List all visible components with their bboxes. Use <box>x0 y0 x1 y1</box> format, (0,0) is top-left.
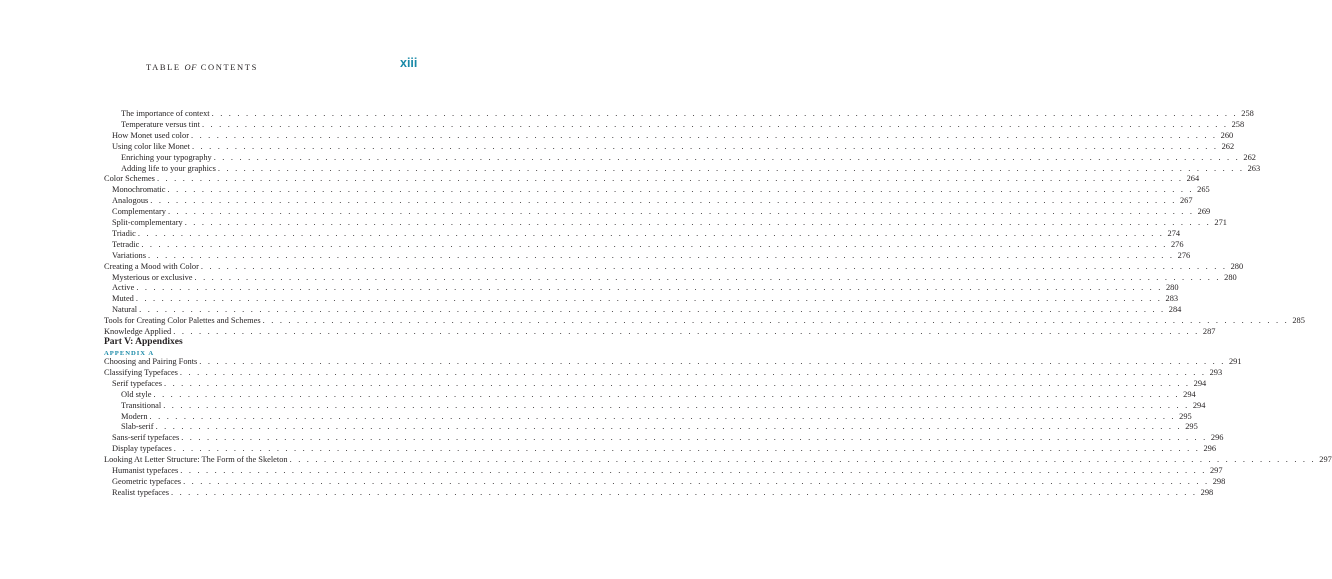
toc-entry-label: Tools for Creating Color Palettes and Schemes <box>104 316 261 326</box>
toc-entry-page: 271 <box>1214 218 1227 227</box>
toc-entry-page: 262 <box>1243 152 1256 162</box>
toc-entry-page: 298 <box>1212 476 1226 486</box>
toc-entry[interactable] <box>112 433 1224 443</box>
toc-entry[interactable] <box>112 185 1210 195</box>
toc-entry[interactable] <box>112 239 1184 250</box>
toc-entry-page: 295 <box>1179 411 1192 421</box>
dot-leader: . . . . . . . . . . . . . . . . . . . . . . . . . . . . . . . . . . . . . . . . . . . . . . . . . . . . . . . . . . . . . . . . . . . . . . . . . . . . . . . . . . . . . . . . . . . . . . . . . . . . . . . . . . . . . . . . . . . . . . . . <box>167 185 1194 195</box>
toc-entry-label: Muted <box>112 294 134 304</box>
dot-leader: . . . . . . . . . . . . . . . . . . . . . . . . . . . . . . . . . . . . . . . . . . . . . . . . . . . . . . . . . . . . . . . . . . . . . . . . . . . . . . . . . . . . . . . . . . . . . . . . . . . . . . . . . . . . . . . . . . . . . . . . <box>201 119 1229 129</box>
toc-entry-page: 269 <box>1197 207 1211 217</box>
toc-entry-label: Variations <box>112 250 146 260</box>
toc-entry-label: Transitional <box>121 400 162 410</box>
toc-entry[interactable] <box>112 207 1211 217</box>
toc-entry-page: 296 <box>1210 433 1224 443</box>
dot-leader: . . . . . . . . . . . . . . . . . . . . . . . . . . . . . . . . . . . . . . . . . . . . . . . . . . . . . . . . . . . . . . . . . . . . . . . . . . . . . . . . . . . . . . . . . . . . . . . . . . . . . . . . . . . . . . . . . . . . . . . . <box>217 163 1245 173</box>
toc-entry-page: 280 <box>1165 283 1179 293</box>
toc-entry-page: 274 <box>1167 228 1181 238</box>
header-title-of: OF <box>184 62 197 72</box>
toc-entry[interactable] <box>104 357 1242 367</box>
appendix-label: APPENDIX A <box>104 350 155 357</box>
toc-entry-label: Creating a Mood with Color <box>104 261 199 271</box>
toc-entry[interactable] <box>121 400 1206 411</box>
toc-entry[interactable] <box>112 378 1207 389</box>
dot-leader: . . . . . . . . . . . . . . . . . . . . . . . . . . . . . . . . . . . . . . . . . . . . . . . . . . . . . . . . . . . . . . . . . . . . . . . . . . . . . . . . . . . . . . . . . . . . . . . . . . . . . . . . . . . . . . . . . . . . . . . . <box>180 466 1207 475</box>
toc-entry-label: Geometric typefaces <box>112 476 182 486</box>
toc-entry[interactable] <box>112 218 1227 228</box>
dot-leader: . . . . . . . . . . . . . . . . . . . . . . . . . . . . . . . . . . . . . . . . . . . . . . . . . . . . . . . . . . . . . . . . . . . . . . . . . . . . . . . . . . . . . . . . . . . . . . . . . . . . . . . . . . . . . . . . . . . . . . . . <box>181 433 1208 443</box>
toc-entry-label: Active <box>112 283 135 293</box>
dot-leader: . . . . . . . . . . . . . . . . . . . . . . . . . . . . . . . . . . . . . . . . . . . . . . . . . . . . . . . . . . . . . . . . . . . . . . . . . . . . . . . . . . . . . . . . . . . . . . . . . . . . . . . . . . . . . . . . . . . . . . . . <box>183 476 1210 486</box>
toc-entry-page: 296 <box>1203 444 1216 454</box>
toc-entry-page: 287 <box>1202 327 1216 336</box>
toc-entry-page: 297 <box>1209 466 1223 475</box>
toc-entry-page: 294 <box>1193 378 1207 388</box>
toc-entry-page: 294 <box>1192 400 1206 410</box>
toc-entry-page: 284 <box>1168 305 1182 315</box>
toc-entry-page: 258 <box>1241 109 1254 118</box>
toc-entry-label: Complementary <box>112 207 166 217</box>
toc-entry-label: Analogous <box>112 196 149 206</box>
toc-entry-label: Humanist typefaces <box>112 466 179 475</box>
dot-leader: . . . . . . . . . . . . . . . . . . . . . . . . . . . . . . . . . . . . . . . . . . . . . . . . . . . . . . . . . . . . . . . . . . . . . . . . . . . . . . . . . . . . . . . . . . . . . . . . . . . . . . . . . . . . . . . . . . . . . . . . <box>199 357 1226 366</box>
toc-entry-page: 293 <box>1209 367 1223 377</box>
toc-entry-label: The importance of context <box>121 109 210 118</box>
toc-entry-label: Sans-serif typefaces <box>112 433 180 443</box>
toc-entry-label: Enriching your typography <box>121 152 212 162</box>
toc-entry-page: 267 <box>1179 196 1193 206</box>
dot-leader: . . . . . . . . . . . . . . . . . . . . . . . . . . . . . . . . . . . . . . . . . . . . . . . . . . . . . . . . . . . . . . . . . . . . . . . . . . . . . . . . . . . . . . . . . . . . . . . . . . . . . . . . . . . . . . . . . . . . . . . . <box>173 327 1200 336</box>
toc-entry-label: Natural <box>112 305 138 315</box>
toc-entry-page: 283 <box>1165 294 1179 304</box>
dot-leader: . . . . . . . . . . . . . . . . . . . . . . . . . . . . . . . . . . . . . . . . . . . . . . . . . . . . . . . . . . . . . . . . . . . . . . . . . . . . . . . . . . . . . . . . . . . . . . . . . . . . . . . . . . . . . . . . . . . . . . . . <box>289 455 1316 465</box>
dot-leader: . . . . . . . . . . . . . . . . . . . . . . . . . . . . . . . . . . . . . . . . . . . . . . . . . . . . . . . . . . . . . . . . . . . . . . . . . . . . . . . . . . . . . . . . . . . . . . . . . . . . . . . . . . . . . . . . . . . . . . . . <box>194 272 1221 282</box>
toc-entry-page: 265 <box>1197 185 1210 195</box>
toc-entry-label: Mysterious or exclusive <box>112 272 193 282</box>
toc-entry[interactable] <box>112 466 1223 476</box>
dot-leader: . . . . . . . . . . . . . . . . . . . . . . . . . . . . . . . . . . . . . . . . . . . . . . . . . . . . . . . . . . . . . . . . . . . . . . . . . . . . . . . . . . . . . . . . . . . . . . . . . . . . . . . . . . . . . . . . . . . . . . . . <box>156 174 1184 184</box>
dot-leader: . . . . . . . . . . . . . . . . . . . . . . . . . . . . . . . . . . . . . . . . . . . . . . . . . . . . . . . . . . . . . . . . . . . . . . . . . . . . . . . . . . . . . . . . . . . . . . . . . . . . . . . . . . . . . . . . . . . . . . . . <box>137 228 1165 238</box>
page-number: xiii <box>400 56 418 70</box>
toc-entry[interactable] <box>121 422 1198 432</box>
dot-leader: . . . . . . . . . . . . . . . . . . . . . . . . . . . . . . . . . . . . . . . . . . . . . . . . . . . . . . . . . . . . . . . . . . . . . . . . . . . . . . . . . . . . . . . . . . . . . . . . . . . . . . . . . . . . . . . . . . . . . . . . <box>191 130 1218 140</box>
dot-leader: . . . . . . . . . . . . . . . . . . . . . . . . . . . . . . . . . . . . . . . . . . . . . . . . . . . . . . . . . . . . . . . . . . . . . . . . . . . . . . . . . . . . . . . . . . . . . . . . . . . . . . . . . . . . . . . . . . . . . . . . <box>211 109 1238 118</box>
toc-entry-page: 291 <box>1228 357 1242 366</box>
toc-entry-page: 285 <box>1292 316 1305 326</box>
dot-leader: . . . . . . . . . . . . . . . . . . . . . . . . . . . . . . . . . . . . . . . . . . . . . . . . . . . . . . . . . . . . . . . . . . . . . . . . . . . . . . . . . . . . . . . . . . . . . . . . . . . . . . . . . . . . . . . . . . . . . . . . <box>153 389 1180 399</box>
toc-entry[interactable] <box>104 367 1223 378</box>
toc-entry[interactable] <box>104 327 1216 337</box>
dot-leader: . . . . . . . . . . . . . . . . . . . . . . . . . . . . . . . . . . . . . . . . . . . . . . . . . . . . . . . . . . . . . . . . . . . . . . . . . . . . . . . . . . . . . . . . . . . . . . . . . . . . . . . . . . . . . . . . . . . . . . . . <box>141 239 1168 249</box>
dot-leader: . . . . . . . . . . . . . . . . . . . . . . . . . . . . . . . . . . . . . . . . . . . . . . . . . . . . . . . . . . . . . . . . . . . . . . . . . . . . . . . . . . . . . . . . . . . . . . . . . . . . . . . . . . . . . . . . . . . . . . . . <box>200 261 1228 271</box>
toc-entry[interactable] <box>112 294 1179 304</box>
toc-entry[interactable] <box>112 141 1235 152</box>
toc-entry[interactable] <box>112 283 1179 293</box>
dot-leader: . . . . . . . . . . . . . . . . . . . . . . . . . . . . . . . . . . . . . . . . . . . . . . . . . . . . . . . . . . . . . . . . . . . . . . . . . . . . . . . . . . . . . . . . . . . . . . . . . . . . . . . . . . . . . . . . . . . . . . . . <box>136 283 1163 293</box>
toc-entry[interactable] <box>121 152 1256 163</box>
toc-entry-page: 280 <box>1224 272 1237 282</box>
toc-entry-label: Classifying Typefaces <box>104 367 178 377</box>
toc-entry[interactable] <box>121 163 1261 174</box>
dot-leader: . . . . . . . . . . . . . . . . . . . . . . . . . . . . . . . . . . . . . . . . . . . . . . . . . . . . . . . . . . . . . . . . . . . . . . . . . . . . . . . . . . . . . . . . . . . . . . . . . . . . . . . . . . . . . . . . . . . . . . . . <box>191 141 1219 151</box>
toc-entry[interactable] <box>121 411 1192 422</box>
toc-entry-page: 295 <box>1185 422 1198 432</box>
toc-entry-label: Split-complementary <box>112 218 183 227</box>
toc-entry[interactable] <box>112 305 1182 315</box>
toc-entry-page: 260 <box>1220 130 1234 140</box>
toc-entry-label: Old style <box>121 389 152 399</box>
toc-entry[interactable] <box>121 109 1254 119</box>
toc-entry-label: Monochromatic <box>112 185 166 195</box>
toc-entry[interactable] <box>112 444 1216 454</box>
toc-entry-label: Realist typefaces <box>112 487 169 497</box>
toc-entry-page: 258 <box>1231 119 1245 129</box>
toc-entry-label: Choosing and Pairing Fonts <box>104 357 198 366</box>
toc-entry-label: Temperature versus tint <box>121 119 200 129</box>
dot-leader: . . . . . . . . . . . . . . . . . . . . . . . . . . . . . . . . . . . . . . . . . . . . . . . . . . . . . . . . . . . . . . . . . . . . . . . . . . . . . . . . . . . . . . . . . . . . . . . . . . . . . . . . . . . . . . . . . . . . . . . . <box>135 294 1163 304</box>
part-title: Part V: Appendixes <box>104 337 183 347</box>
dot-leader: . . . . . . . . . . . . . . . . . . . . . . . . . . . . . . . . . . . . . . . . . . . . . . . . . . . . . . . . . . . . . . . . . . . . . . . . . . . . . . . . . . . . . . . . . . . . . . . . . . . . . . . . . . . . . . . . . . . . . . . . <box>163 400 1190 410</box>
toc-entry[interactable] <box>112 250 1191 261</box>
toc-entry[interactable] <box>112 272 1237 283</box>
dot-leader: . . . . . . . . . . . . . . . . . . . . . . . . . . . . . . . . . . . . . . . . . . . . . . . . . . . . . . . . . . . . . . . . . . . . . . . . . . . . . . . . . . . . . . . . . . . . . . . . . . . . . . . . . . . . . . . . . . . . . . . . <box>213 152 1240 162</box>
dot-leader: . . . . . . . . . . . . . . . . . . . . . . . . . . . . . . . . . . . . . . . . . . . . . . . . . . . . . . . . . . . . . . . . . . . . . . . . . . . . . . . . . . . . . . . . . . . . . . . . . . . . . . . . . . . . . . . . . . . . . . . . <box>173 444 1200 454</box>
dot-leader: . . . . . . . . . . . . . . . . . . . . . . . . . . . . . . . . . . . . . . . . . . . . . . . . . . . . . . . . . . . . . . . . . . . . . . . . . . . . . . . . . . . . . . . . . . . . . . . . . . . . . . . . . . . . . . . . . . . . . . . . <box>184 218 1211 227</box>
toc-entry[interactable] <box>112 228 1181 239</box>
toc-entry[interactable] <box>112 196 1193 206</box>
toc-entry-page: 263 <box>1247 163 1261 173</box>
toc-entry-page: 298 <box>1200 487 1214 497</box>
toc-entry[interactable] <box>104 316 1305 326</box>
toc-entry-label: How Monet used color <box>112 130 189 140</box>
dot-leader: . . . . . . . . . . . . . . . . . . . . . . . . . . . . . . . . . . . . . . . . . . . . . . . . . . . . . . . . . . . . . . . . . . . . . . . . . . . . . . . . . . . . . . . . . . . . . . . . . . . . . . . . . . . . . . . . . . . . . . . . <box>147 250 1175 260</box>
dot-leader: . . . . . . . . . . . . . . . . . . . . . . . . . . . . . . . . . . . . . . . . . . . . . . . . . . . . . . . . . . . . . . . . . . . . . . . . . . . . . . . . . . . . . . . . . . . . . . . . . . . . . . . . . . . . . . . . . . . . . . . . <box>155 422 1182 432</box>
toc-entry-label: Display typefaces <box>112 444 172 454</box>
toc-entry[interactable] <box>112 130 1234 141</box>
toc-entry-page: 280 <box>1230 261 1244 271</box>
toc-entry-page: 276 <box>1177 250 1191 260</box>
toc-entry-page: 264 <box>1186 174 1200 184</box>
toc-entry-page: 262 <box>1221 141 1235 151</box>
toc-entry-label: Color Schemes <box>104 174 155 184</box>
dot-leader: . . . . . . . . . . . . . . . . . . . . . . . . . . . . . . . . . . . . . . . . . . . . . . . . . . . . . . . . . . . . . . . . . . . . . . . . . . . . . . . . . . . . . . . . . . . . . . . . . . . . . . . . . . . . . . . . . . . . . . . . <box>150 196 1177 206</box>
toc-entry[interactable] <box>121 389 1196 400</box>
dot-leader: . . . . . . . . . . . . . . . . . . . . . . . . . . . . . . . . . . . . . . . . . . . . . . . . . . . . . . . . . . . . . . . . . . . . . . . . . . . . . . . . . . . . . . . . . . . . . . . . . . . . . . . . . . . . . . . . . . . . . . . . <box>139 305 1166 315</box>
toc-entry-page: 294 <box>1183 389 1196 399</box>
toc-entry[interactable] <box>104 174 1200 184</box>
dot-leader: . . . . . . . . . . . . . . . . . . . . . . . . . . . . . . . . . . . . . . . . . . . . . . . . . . . . . . . . . . . . . . . . . . . . . . . . . . . . . . . . . . . . . . . . . . . . . . . . . . . . . . . . . . . . . . . . . . . . . . . . <box>149 411 1176 421</box>
toc-entry[interactable] <box>104 455 1332 465</box>
header-title-pre: TABLE <box>146 62 181 72</box>
toc-entry-label: Using color like Monet <box>112 141 190 151</box>
toc-entry-label: Modern <box>121 411 148 421</box>
toc-entry[interactable] <box>112 476 1226 487</box>
toc-entry-page: 297 <box>1319 455 1332 465</box>
toc-entry-label: Tetradic <box>112 239 140 249</box>
toc-entry[interactable] <box>121 119 1245 130</box>
dot-leader: . . . . . . . . . . . . . . . . . . . . . . . . . . . . . . . . . . . . . . . . . . . . . . . . . . . . . . . . . . . . . . . . . . . . . . . . . . . . . . . . . . . . . . . . . . . . . . . . . . . . . . . . . . . . . . . . . . . . . . . . <box>164 378 1191 388</box>
dot-leader: . . . . . . . . . . . . . . . . . . . . . . . . . . . . . . . . . . . . . . . . . . . . . . . . . . . . . . . . . . . . . . . . . . . . . . . . . . . . . . . . . . . . . . . . . . . . . . . . . . . . . . . . . . . . . . . . . . . . . . . . <box>167 207 1195 217</box>
toc-entry-label: Slab-serif <box>121 422 154 432</box>
toc-entry[interactable] <box>104 261 1244 272</box>
toc-entry-page: 276 <box>1170 239 1184 249</box>
toc-entry-label: Serif typefaces <box>112 378 162 388</box>
toc-entry-label: Triadic <box>112 228 136 238</box>
toc-entry[interactable] <box>112 487 1214 498</box>
toc-entry-label: Knowledge Applied <box>104 327 172 336</box>
dot-leader: . . . . . . . . . . . . . . . . . . . . . . . . . . . . . . . . . . . . . . . . . . . . . . . . . . . . . . . . . . . . . . . . . . . . . . . . . . . . . . . . . . . . . . . . . . . . . . . . . . . . . . . . . . . . . . . . . . . . . . . . <box>262 316 1289 326</box>
header-title-post: CONTENTS <box>200 62 258 72</box>
toc-entry-label: Adding life to your graphics <box>121 163 216 173</box>
dot-leader: . . . . . . . . . . . . . . . . . . . . . . . . . . . . . . . . . . . . . . . . . . . . . . . . . . . . . . . . . . . . . . . . . . . . . . . . . . . . . . . . . . . . . . . . . . . . . . . . . . . . . . . . . . . . . . . . . . . . . . . . <box>170 487 1198 497</box>
toc-entry-label: Looking At Letter Structure: The Form of the Skeleton <box>104 455 288 465</box>
dot-leader: . . . . . . . . . . . . . . . . . . . . . . . . . . . . . . . . . . . . . . . . . . . . . . . . . . . . . . . . . . . . . . . . . . . . . . . . . . . . . . . . . . . . . . . . . . . . . . . . . . . . . . . . . . . . . . . . . . . . . . . . <box>179 367 1207 377</box>
